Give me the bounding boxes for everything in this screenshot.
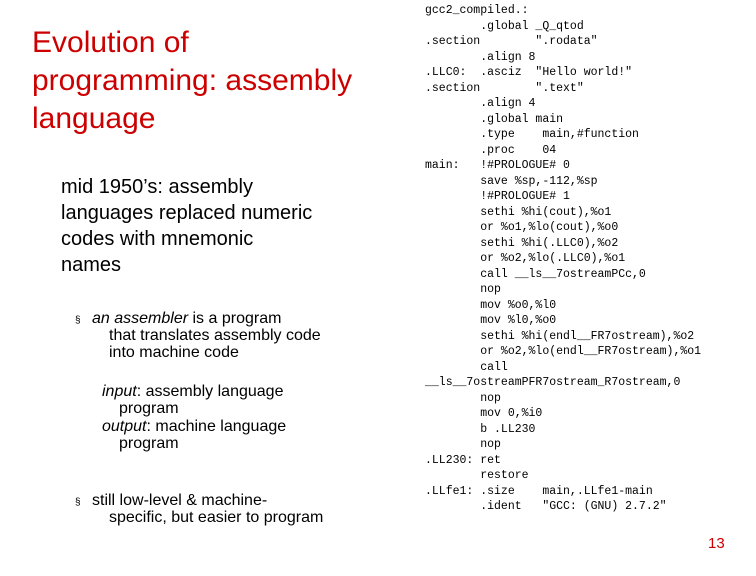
code-line: !#PROLOGUE# 1 — [425, 190, 570, 203]
intro-line: languages replaced numeric — [61, 202, 313, 224]
code-line: .LLC0: .asciz "Hello world!" — [425, 66, 633, 79]
sub-text: : machine language — [146, 418, 287, 435]
title-line: language — [32, 102, 156, 135]
sub-line — [102, 418, 362, 435]
code-line: .LLfe1: .size main,.LLfe1-main — [425, 484, 653, 498]
code-line: nop — [425, 438, 501, 451]
code-line: .ident "GCC: (GNU) 2.7.2" — [425, 500, 667, 513]
bullet-line — [92, 310, 382, 327]
bullet-marker-icon: § — [75, 315, 81, 326]
code-line: or %o1,%lo(cout),%o0 — [425, 221, 619, 234]
sub-text: : assembly language — [136, 383, 284, 400]
code-line: mov 0,%i0 — [425, 407, 543, 420]
assembly-code-listing — [425, 3, 725, 515]
title-line: Evolution of — [32, 26, 189, 59]
sub-line: program — [119, 400, 179, 417]
slide-title — [32, 24, 392, 138]
input-label: input — [102, 383, 137, 400]
page-number: 13 — [708, 535, 725, 552]
intro-paragraph — [61, 174, 391, 278]
code-line: restore — [425, 469, 529, 482]
code-line: sethi %hi(cout),%o1 — [425, 205, 612, 219]
code-line: call — [425, 360, 508, 374]
code-line: nop — [425, 283, 501, 296]
bullet-text: is a program — [188, 310, 282, 327]
code-line: or %o2,%lo(.LLC0),%o1 — [425, 252, 626, 265]
code-line: .global _Q_qtod — [425, 19, 584, 33]
code-line: .align 8 — [425, 50, 536, 64]
sub-line — [102, 383, 362, 400]
code-line: gcc2_compiled.: — [425, 4, 529, 17]
bullet-line: specific, but easier to program — [109, 509, 324, 526]
code-line: .align 4 — [425, 97, 536, 110]
input-description — [102, 383, 362, 417]
code-line: .proc 04 — [425, 143, 557, 157]
code-line: .section ".rodata" — [425, 35, 598, 48]
code-line: or %o2,%lo(endl__FR7ostream),%o1 — [425, 345, 702, 358]
output-description — [102, 418, 362, 452]
code-line: mov %o0,%l0 — [425, 298, 557, 312]
code-line: .section ".text" — [425, 81, 584, 95]
code-line: save %sp,-112,%sp — [425, 174, 598, 188]
assembler-term: an assembler — [92, 310, 189, 327]
bullet-line: still low-level & machine- — [92, 492, 268, 509]
code-line: sethi %hi(endl__FR7ostream),%o2 — [425, 329, 695, 343]
code-line: mov %l0,%o0 — [425, 314, 557, 327]
sub-line: program — [119, 435, 179, 452]
code-line: .global main — [425, 112, 564, 126]
code-line: sethi %hi(.LLC0),%o2 — [425, 236, 619, 250]
code-line: .type main,#function — [425, 128, 639, 141]
title-line: programming: assembly — [32, 64, 353, 97]
bullet-marker-icon: § — [75, 497, 81, 508]
code-line: b .LL230 — [425, 422, 536, 436]
intro-line: names — [61, 254, 122, 276]
output-label: output — [102, 418, 147, 435]
intro-line: mid 1950’s: assembly — [61, 176, 253, 198]
intro-line: codes with mnemonic — [61, 228, 254, 250]
code-line: nop — [425, 391, 501, 405]
code-line: call __ls__7ostreamPCc,0 — [425, 267, 646, 281]
code-line: __ls__7ostreamPFR7ostream_R7ostream,0 — [425, 376, 681, 389]
bullet-line: that translates assembly code — [109, 327, 321, 344]
code-line: .LL230: ret — [425, 453, 501, 467]
bullet-line: into machine code — [109, 344, 239, 361]
code-line: main: !#PROLOGUE# 0 — [425, 159, 570, 172]
